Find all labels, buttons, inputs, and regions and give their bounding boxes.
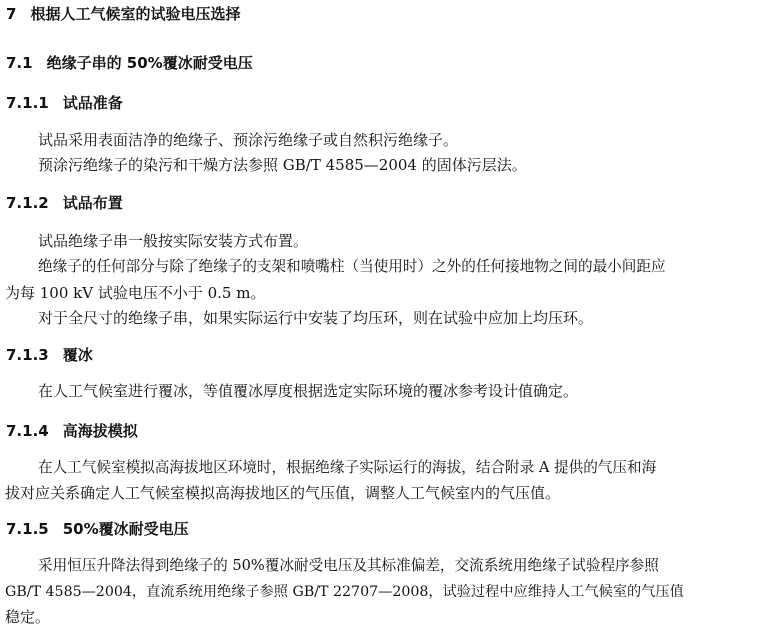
section-number: 7.1.1: [6, 94, 49, 112]
paragraph-line: 对于全尺寸的绝缘子串，如果实际运行中安装了均压环，则在试验中应加上均压环。: [38, 309, 594, 327]
section-title: 覆冰: [62, 346, 93, 364]
section-title: 50%覆冰耐受电压: [62, 520, 189, 538]
section-7-1-5-heading: [6, 519, 189, 539]
paragraph-line: 在人工气候室进行覆冰，等值覆冰厚度根据选定实际环境的覆冰参考设计值确定。: [38, 382, 579, 400]
section-7-heading: [6, 4, 240, 24]
section-title: 试品准备: [62, 94, 123, 112]
section-7-1-3-heading: [6, 345, 93, 365]
section-number: 7.1.4: [6, 422, 49, 440]
section-number: 7.1.2: [6, 194, 49, 212]
paragraph-line: GB/T 4585—2004，直流系统用绝缘子参照 GB/T 22707—2008，试验过程中应维持人工气候室的气压值: [5, 584, 684, 600]
section-7-1-2-heading: [6, 193, 123, 213]
section-number: 7.1: [6, 54, 33, 72]
section-7-1-heading: [6, 53, 253, 73]
paragraph-line: 在人工气候室模拟高海拔地区环境时，根据绝缘子实际运行的海拔，结合附录 A 提供的气压和海: [38, 459, 657, 476]
section-title: 试品布置: [62, 194, 123, 212]
section-title: 高海拔模拟: [62, 422, 138, 440]
section-number: 7.1.5: [6, 520, 49, 538]
paragraph-line: 试品绝缘子串一般按实际安装方式布置。: [38, 232, 309, 250]
section-7-1-1-heading: [6, 93, 123, 113]
paragraph-line: 绝缘子的任何部分与除了绝缘子的支架和喷嘴柱（当使用时）之外的任何接地物之间的最小间距应: [38, 258, 666, 275]
section-number: 7: [6, 5, 17, 23]
section-title: 根据人工气候室的试验电压选择: [30, 5, 241, 23]
section-7-1-4-heading: [6, 421, 138, 441]
section-number: 7.1.3: [6, 346, 49, 364]
section-title: 绝缘子串的 50%覆冰耐受电压: [46, 54, 253, 72]
paragraph-line: 稳定。: [5, 608, 51, 626]
paragraph-line: 为每 100 kV 试验电压不小于 0.5 m。: [5, 284, 266, 302]
paragraph-line: 采用恒压升降法得到绝缘子的 50%覆冰耐受电压及其标准偏差，交流系统用绝缘子试验程序参照: [38, 557, 659, 574]
paragraph-line: 预涂污绝缘子的染污和干燥方法参照 GB/T 4585—2004 的固体污层法。: [38, 156, 527, 174]
paragraph-line: 拔对应关系确定人工气候室模拟高海拔地区的气压值，调整人工气候室内的气压值。: [5, 484, 561, 502]
paragraph-line: 试品采用表面洁净的绝缘子、预涂污绝缘子或自然积污绝缘子。: [38, 131, 459, 149]
